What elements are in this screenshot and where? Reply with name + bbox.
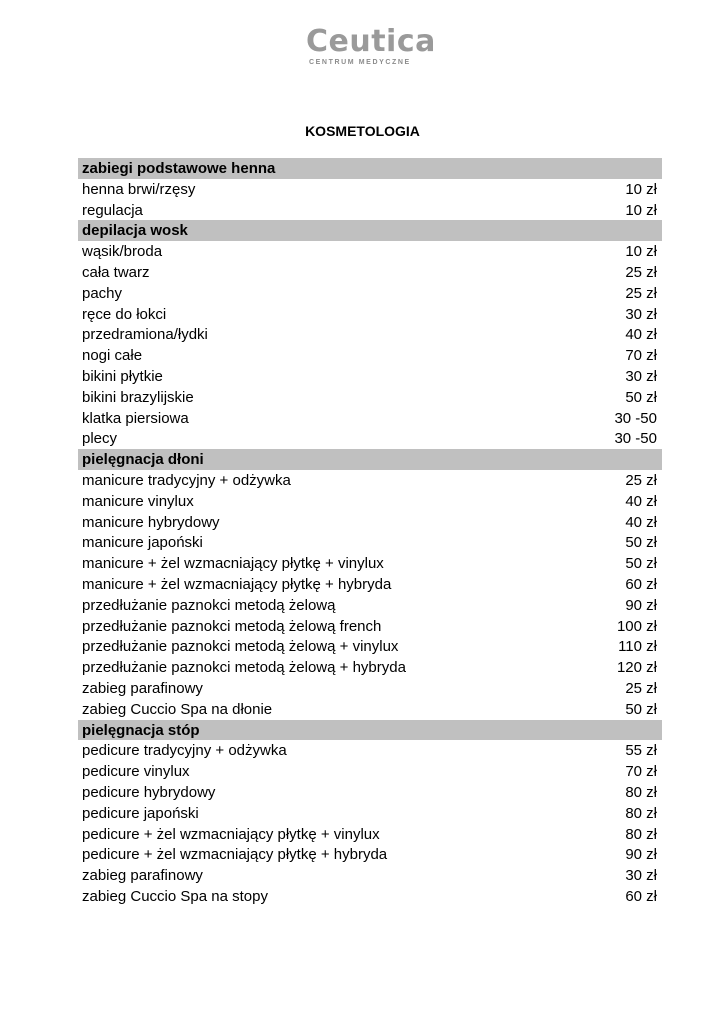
price-row (78, 616, 662, 637)
service-price: 80 zł (625, 783, 657, 801)
service-price: 120 zł (616, 659, 657, 677)
price-row (78, 553, 662, 574)
service-name: manicure vinylux (82, 492, 194, 510)
service-price: 60 zł (625, 887, 657, 905)
price-row (78, 532, 662, 553)
service-name: pedicure + żel wzmacniający płytkę + hybryda (82, 846, 388, 864)
price-row (78, 283, 662, 304)
service-name: ręce do łokci (82, 305, 167, 323)
service-price: 90 zł (625, 846, 657, 864)
price-row (78, 844, 662, 865)
service-price: 70 zł (625, 347, 657, 365)
price-row (78, 491, 662, 512)
service-price: 40 zł (625, 492, 657, 510)
service-name: zabieg parafinowy (82, 867, 203, 885)
price-row (78, 366, 662, 387)
price-table (78, 158, 662, 907)
service-price: 25 zł (625, 263, 657, 281)
service-name: przedłużanie paznokci metodą żelową (82, 596, 336, 614)
price-row (78, 678, 662, 699)
service-price: 40 zł (625, 513, 657, 531)
service-name: manicure japoński (82, 534, 203, 552)
price-row (78, 636, 662, 657)
section-header-label: zabiegi podstawowe henna (82, 160, 276, 177)
price-row (78, 179, 662, 200)
price-row (78, 761, 662, 782)
price-row (78, 782, 662, 803)
service-name: przedłużanie paznokci metodą żelową + vinylux (82, 638, 399, 656)
price-row (78, 595, 662, 616)
price-row (78, 574, 662, 595)
price-row (78, 512, 662, 533)
service-price: 50 zł (625, 700, 657, 718)
service-name: pedicure + żel wzmacniający płytkę + vinylux (82, 825, 380, 843)
section-header (78, 449, 662, 470)
logo (306, 24, 436, 70)
price-row (78, 200, 662, 221)
service-name: nogi całe (82, 347, 143, 365)
service-name: henna brwi/rzęsy (82, 180, 196, 198)
service-name: manicure + żel wzmacniający płytkę + vinylux (82, 555, 384, 573)
section-header-label: pielęgnacja stóp (82, 721, 200, 739)
service-price: 40 zł (625, 326, 657, 344)
price-row (78, 387, 662, 408)
price-row (78, 886, 662, 907)
price-row (78, 345, 662, 366)
service-name: przedramiona/łydki (82, 326, 208, 344)
price-row (78, 740, 662, 761)
service-price: 30 -50 (614, 430, 657, 448)
service-price: 30 -50 (614, 409, 657, 427)
section-header (78, 220, 662, 241)
service-price: 30 zł (625, 367, 657, 385)
service-price: 10 zł (625, 201, 657, 219)
price-row (78, 241, 662, 262)
price-row (78, 428, 662, 449)
service-price: 25 zł (625, 471, 657, 489)
service-name: wąsik/broda (82, 243, 163, 261)
service-price: 10 zł (625, 180, 657, 198)
price-row (78, 803, 662, 824)
service-name: cała twarz (82, 263, 150, 281)
price-row (78, 324, 662, 345)
service-name: zabieg parafinowy (82, 679, 203, 697)
service-price: 70 zł (625, 763, 657, 781)
service-price: 25 zł (625, 679, 657, 697)
section-header-label: pielęgnacja dłoni (82, 451, 204, 469)
service-name: przedłużanie paznokci metodą żelową french (82, 617, 382, 635)
page-title: KOSMETOLOGIA (305, 123, 420, 139)
service-price: 55 zł (625, 742, 657, 760)
logo-subtitle: CENTRUM MEDYCZNE (309, 59, 411, 66)
logo-wordmark: Ceutica (306, 24, 436, 59)
service-price: 50 zł (625, 555, 657, 573)
service-name: plecy (82, 430, 118, 448)
service-name: zabieg Cuccio Spa na dłonie (82, 700, 273, 718)
service-price: 30 zł (625, 305, 657, 323)
service-price: 50 zł (625, 388, 657, 406)
service-price: 30 zł (625, 867, 657, 885)
price-row (78, 262, 662, 283)
service-name: pedicure tradycyjny + odżywka (82, 742, 287, 760)
service-price: 100 zł (616, 617, 657, 635)
price-row (78, 408, 662, 429)
price-row (78, 865, 662, 886)
service-price: 90 zł (625, 596, 657, 614)
price-row (78, 699, 662, 720)
service-name: pedicure japoński (82, 804, 199, 822)
service-name: manicure tradycyjny + odżywka (82, 471, 291, 489)
service-name: bikini brazylijskie (82, 388, 194, 406)
service-name: pachy (82, 284, 123, 302)
service-name: przedłużanie paznokci metodą żelową + hybryda (82, 659, 406, 677)
service-price: 10 zł (625, 243, 657, 261)
service-price: 50 zł (625, 534, 657, 552)
service-name: bikini płytkie (82, 367, 163, 385)
price-row (78, 304, 662, 325)
service-name: pedicure hybrydowy (82, 783, 216, 801)
section-header-label: depilacja wosk (82, 222, 188, 240)
price-row (78, 824, 662, 845)
service-name: zabieg Cuccio Spa na stopy (82, 887, 268, 905)
price-row (78, 657, 662, 678)
service-name: klatka piersiowa (82, 409, 189, 427)
service-price: 80 zł (625, 804, 657, 822)
service-name: manicure + żel wzmacniający płytkę + hybryda (82, 575, 392, 593)
section-header (78, 158, 662, 179)
price-row (78, 470, 662, 491)
service-price: 60 zł (625, 575, 657, 593)
service-name: pedicure vinylux (82, 763, 190, 781)
service-name: regulacja (82, 201, 143, 219)
service-name: manicure hybrydowy (82, 513, 220, 531)
section-header (78, 720, 662, 741)
service-price: 80 zł (625, 825, 657, 843)
service-price: 25 zł (625, 284, 657, 302)
service-price: 110 zł (618, 638, 657, 656)
